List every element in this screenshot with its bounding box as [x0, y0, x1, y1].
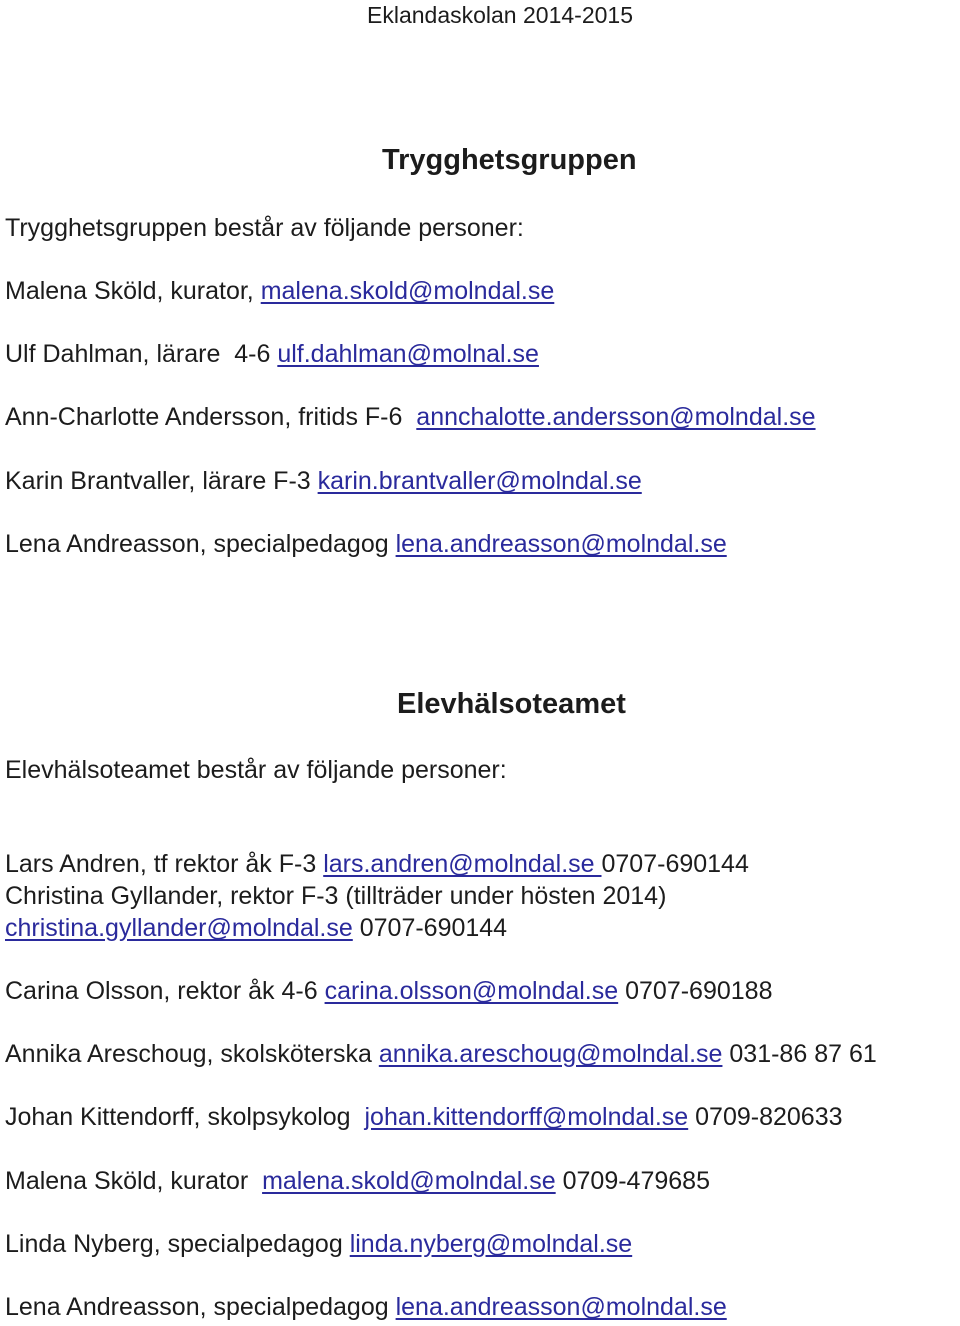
email-link[interactable]: annchalotte.andersson@molndal.se	[416, 403, 816, 431]
list-item: Christina Gyllander, rektor F-3 (tillträder under hösten 2014)	[5, 882, 667, 910]
email-link[interactable]: karin.brantvaller@molndal.se	[317, 467, 642, 495]
list-item	[5, 1102, 843, 1132]
member-text: Johan Kittendorff, skolpsykolog	[5, 1103, 365, 1131]
member-text: Linda Nyberg, specialpedagog	[5, 1230, 350, 1258]
phone-number: 0707-690188	[618, 977, 773, 1005]
email-link[interactable]: malena.skold@molndal.se	[262, 1167, 556, 1195]
email-link[interactable]: christina.gyllander@molndal.se	[5, 914, 353, 942]
list-item	[5, 339, 539, 369]
list-item	[5, 1039, 877, 1069]
phone-number: 031-86 87 61	[722, 1040, 877, 1068]
list-item	[5, 529, 727, 559]
section-title-elevhalsoteamet: Elevhälsoteamet	[397, 688, 626, 720]
email-link[interactable]: lena.andreasson@molndal.se	[395, 530, 727, 558]
member-text: Ann-Charlotte Andersson, fritids F-6	[5, 403, 417, 431]
email-link[interactable]: johan.kittendorff@molndal.se	[364, 1103, 689, 1131]
email-link[interactable]: carina.olsson@molndal.se	[324, 977, 619, 1005]
list-item	[5, 849, 749, 879]
list-item	[5, 466, 642, 496]
list-item	[5, 913, 507, 943]
email-link[interactable]: linda.nyberg@molndal.se	[349, 1230, 633, 1258]
member-text: Malena Sköld, kurator,	[5, 277, 261, 305]
phone-number: 0707-690144	[352, 914, 508, 942]
list-item	[5, 1229, 632, 1259]
phone-number: 0707-690144	[601, 850, 749, 878]
page-header: Eklandaskolan 2014-2015	[367, 2, 633, 28]
email-link[interactable]: ulf.dahlman@molnal.se	[277, 340, 539, 368]
member-text: Malena Sköld, kurator	[5, 1167, 263, 1195]
elevhalsa-intro: Elevhälsoteamet består av följande personer:	[5, 756, 507, 784]
member-text: Karin Brantvaller, lärare F-3	[5, 467, 318, 495]
list-item	[5, 402, 816, 432]
email-link[interactable]: malena.skold@molndal.se	[260, 277, 555, 305]
list-item	[5, 1166, 710, 1196]
member-text: Annika Areschoug, skolsköterska	[5, 1040, 379, 1068]
section-title-trygghetsgruppen: Trygghetsgruppen	[382, 144, 637, 176]
member-text: Ulf Dahlman, lärare 4-6	[5, 340, 278, 368]
member-text: Carina Olsson, rektor åk 4-6	[5, 977, 325, 1005]
member-text: Lars Andren, tf rektor åk F-3	[5, 850, 324, 878]
email-link[interactable]: lena.andreasson@molndal.se	[395, 1293, 727, 1321]
member-text: Lena Andreasson, specialpedagog	[5, 530, 396, 558]
phone-number: 0709-820633	[688, 1103, 843, 1131]
trygghet-intro: Trygghetsgruppen består av följande personer:	[5, 214, 524, 242]
list-item	[5, 976, 772, 1006]
member-text: Lena Andreasson, specialpedagog	[5, 1293, 396, 1321]
list-item	[5, 1292, 727, 1322]
phone-number: 0709-479685	[555, 1167, 710, 1195]
list-item	[5, 276, 554, 306]
email-link[interactable]: annika.areschoug@molndal.se	[378, 1040, 723, 1068]
email-link[interactable]: lars.andren@molndal.se	[323, 850, 602, 878]
